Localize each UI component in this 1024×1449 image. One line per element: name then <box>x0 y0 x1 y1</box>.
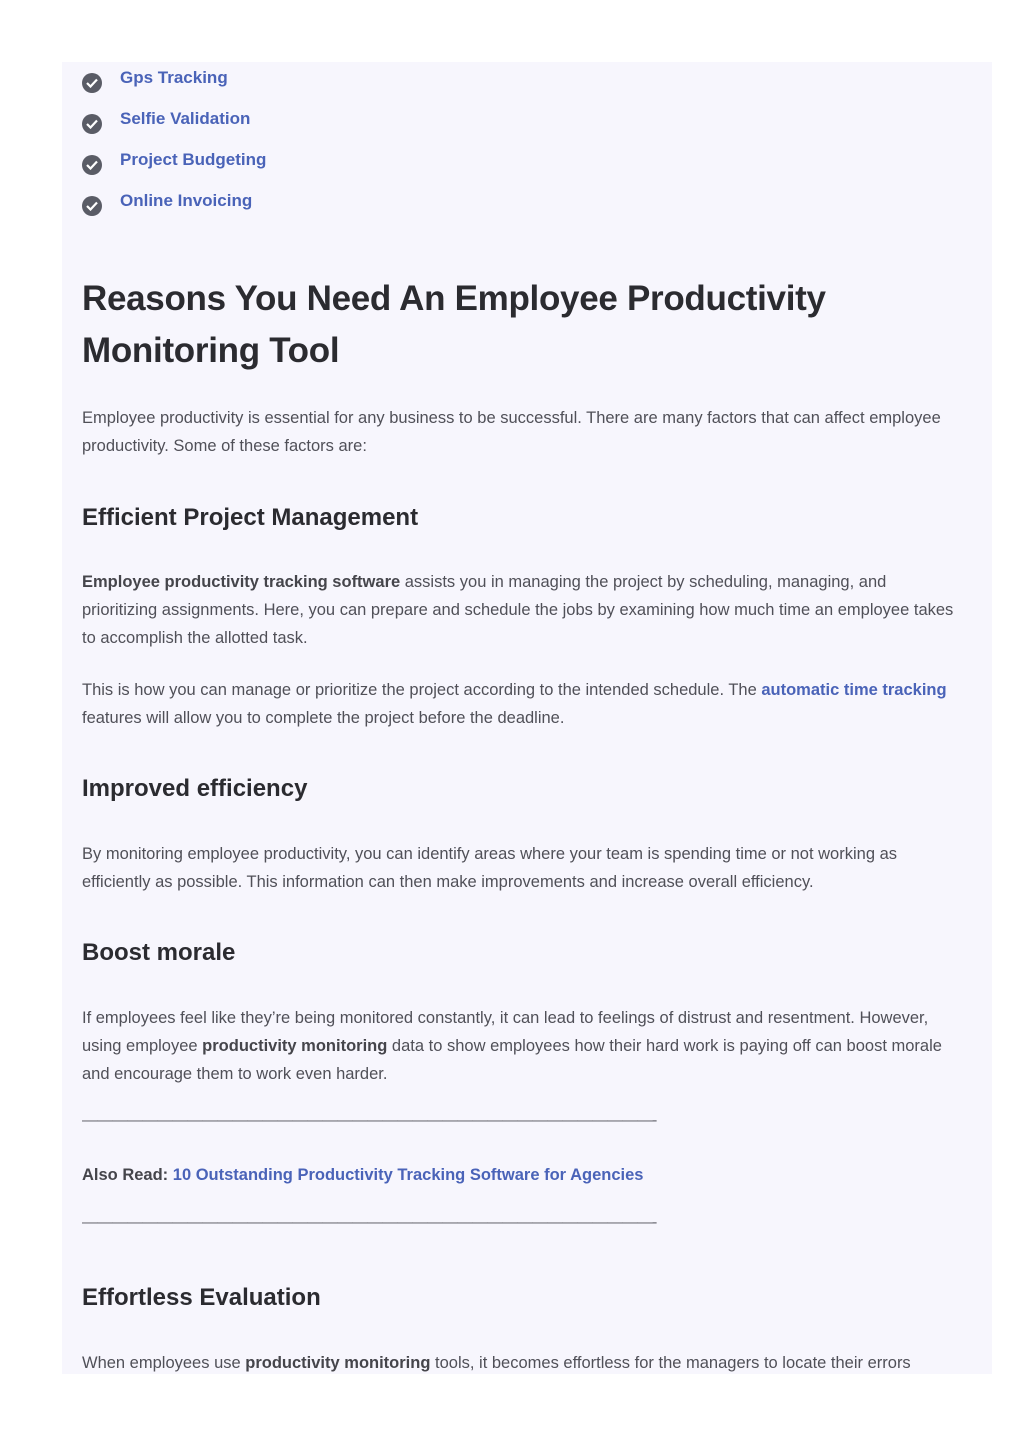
feature-link-gps-tracking[interactable]: Gps Tracking <box>120 68 228 87</box>
text-divider-top: ——————————————————————————————————————- <box>82 1112 657 1129</box>
text-segment: tools, it becomes effortless for the managers to locate their errors <box>430 1354 911 1372</box>
also-read-link[interactable]: 10 Outstanding Productivity Tracking Software for Agencies <box>172 1166 644 1184</box>
text-segment: When employees use <box>82 1354 246 1372</box>
text-segment: features will allow you to complete the project before the deadline. <box>82 709 565 727</box>
text-segment: data to show employees how their hard work is paying off can boost morale and encourage them to work even harder. <box>82 1037 942 1083</box>
feature-item-project-budgeting <box>82 146 482 176</box>
feature-link-project-budgeting[interactable]: Project Budgeting <box>120 150 267 169</box>
check-circle-icon <box>82 196 102 216</box>
text-divider-bottom: ——————————————————————————————————————- <box>82 1214 657 1231</box>
paragraph-efficiency: By monitoring employee productivity, you can identify areas where your team is spending time or not working as efficiently as possible. This information can then make improvements and increase overall efficiency. <box>82 845 898 891</box>
text-segment: If employees feel like they’re being monitored constantly, it can lead to feelings of distrust and resentment. However, using employee <box>82 1009 929 1055</box>
also-read-label: Also Read: <box>82 1166 169 1184</box>
bold-productivity-monitoring: productivity monitoring <box>245 1354 431 1372</box>
check-circle-icon <box>82 73 102 93</box>
automatic-time-tracking-link[interactable]: automatic time tracking <box>761 681 947 699</box>
intro-paragraph: Employee productivity is essential for any business to be successful. There are many factors that can affect employee productivity. Some of these factors are: <box>82 409 941 455</box>
heading-efficient-project-management: Efficient Project Management <box>82 504 419 531</box>
feature-link-selfie-validation[interactable]: Selfie Validation <box>120 109 251 128</box>
heading-effortless-evaluation: Effortless Evaluation <box>82 1284 321 1311</box>
heading-boost-morale: Boost morale <box>82 939 236 966</box>
article-panel <box>62 62 992 1374</box>
paragraph-evaluation <box>82 1349 957 1374</box>
feature-item-selfie-validation <box>82 105 482 135</box>
paragraph-schedule <box>82 676 957 732</box>
text-segment: assists you in managing the project by scheduling, managing, and prioritizing assignments. Here, you can prepare and schedule the jobs by examining how much time an employee takes to accomplish the allotted task. <box>82 573 954 647</box>
text-segment: This is how you can manage or prioritize the project according to the intended schedule. The <box>82 681 762 699</box>
paragraph-project-management <box>82 568 957 652</box>
bold-productivity-monitoring: productivity monitoring <box>202 1037 388 1055</box>
paragraph-morale <box>82 1004 957 1088</box>
check-circle-icon <box>82 114 102 134</box>
heading-improved-efficiency: Improved efficiency <box>82 775 308 802</box>
article-title: Reasons You Need An Employee Productivity Monitoring Tool <box>82 279 826 370</box>
feature-link-online-invoicing[interactable]: Online Invoicing <box>120 191 253 210</box>
feature-item-online-invoicing <box>82 187 482 217</box>
bold-tracking-software: Employee productivity tracking software <box>82 573 401 591</box>
feature-item-gps-tracking <box>82 64 482 94</box>
check-circle-icon <box>82 155 102 175</box>
also-read-line <box>82 1161 957 1189</box>
